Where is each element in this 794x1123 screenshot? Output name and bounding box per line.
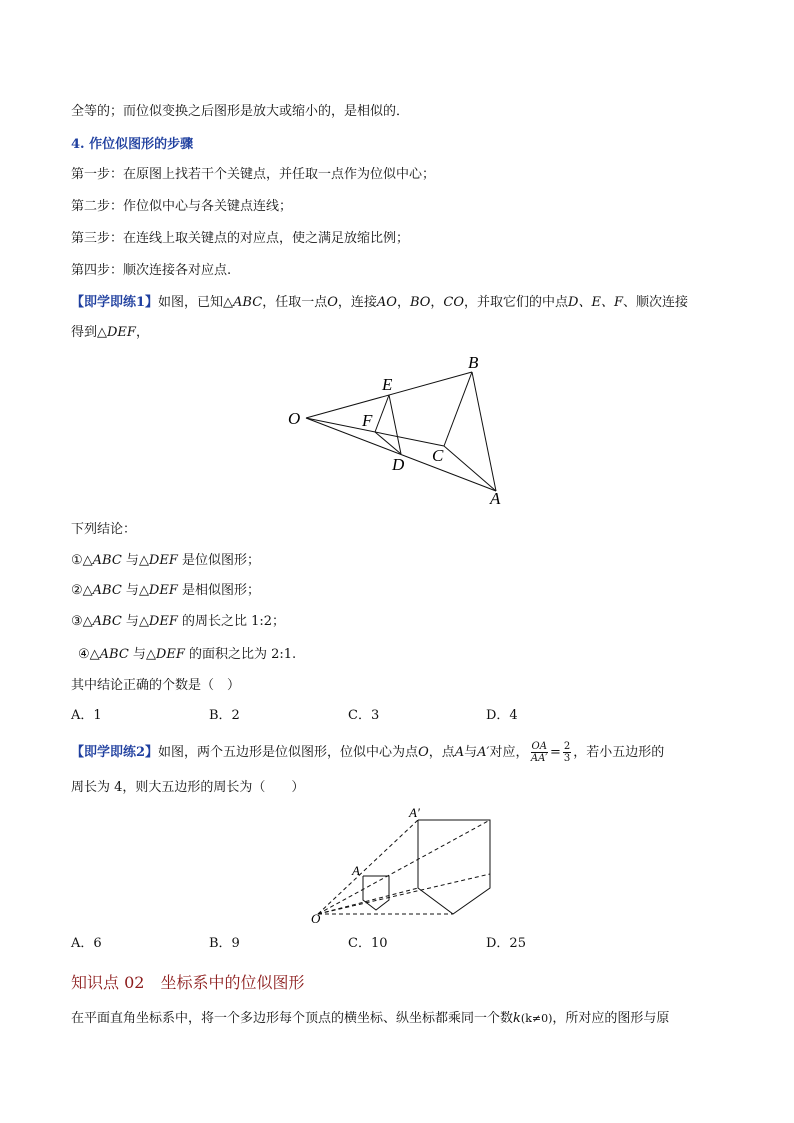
conclusion-mark: ③ — [71, 614, 83, 629]
triangle-def: △DEF — [138, 583, 178, 598]
label-c: C — [432, 446, 444, 465]
exercise2-option-d[interactable]: D．25 — [486, 936, 526, 951]
conclusion-mark: ① — [71, 553, 83, 568]
knowledge-text-a: 在平面直角坐标系中，将一个多边形每个顶点的横坐标、纵坐标都乘同一个数 — [71, 1011, 514, 1026]
conclusion-mark: ④ — [78, 647, 90, 662]
label-f: F — [362, 411, 373, 430]
exercise1-option-c[interactable]: C．3 — [348, 708, 380, 723]
fraction-numerator: OA — [531, 741, 547, 752]
triangle-abc: △ABC — [82, 614, 122, 629]
exercise1-text: ，并取它们的中点 — [464, 295, 569, 310]
exercise1-def-points: D、E、F — [568, 295, 623, 310]
triangle-def: △DEF — [138, 553, 178, 568]
exercise1-text: ，连接 — [337, 295, 377, 310]
fraction-denominator: 3 — [563, 753, 571, 764]
label-a: A — [352, 863, 360, 878]
conclusion-text: 与 — [121, 583, 139, 598]
conclusion-3 — [71, 613, 285, 631]
conclusion-text: 的面积之比为 2:1. — [184, 647, 297, 662]
exercise1-tag: 【即学即练1】 — [71, 295, 159, 310]
section-title: 4. 作位似图形的步骤 — [71, 137, 194, 152]
triangle-def: △DEF — [138, 614, 178, 629]
label-a: A — [490, 489, 501, 508]
fraction-denominator: AA′ — [530, 753, 548, 764]
exercise2-text: 如图，两个五边形是位似图形，位似中心为点 — [158, 745, 419, 760]
conclusion-text: 是相似图形； — [177, 583, 261, 598]
exercise1-text: 如图，已知△ — [158, 295, 234, 310]
triangle-def: △DEF — [145, 647, 185, 662]
ratio-fraction — [531, 741, 548, 764]
step-3: 第三步：在连线上取关键点的对应点，使之满足放缩比例； — [71, 231, 410, 246]
exercise2-prompt — [71, 741, 664, 764]
exercise2-option-c[interactable]: C．10 — [348, 936, 388, 951]
exercise2-a-prime: A′ — [477, 745, 490, 760]
exercise2-option-b[interactable]: B．9 — [209, 936, 240, 951]
step-2: 第二步：作位似中心与各关键点连线； — [71, 199, 293, 214]
k-symbol: k — [513, 1011, 521, 1026]
fraction-numerator: 2 — [563, 741, 571, 752]
exercise1-abc: ABC — [233, 295, 263, 310]
exercise2-option-a[interactable]: A．6 — [71, 936, 102, 951]
exercise1-co: CO — [443, 295, 465, 310]
conclusion-4 — [78, 646, 296, 664]
exercise1-question: 其中结论正确的个数是（ ） — [71, 678, 241, 693]
label-b: B — [468, 353, 479, 372]
pentagon-figure — [305, 800, 505, 930]
exercise1-text: 得到△ — [71, 325, 107, 340]
exercise2-text: ，若小五边形的 — [573, 745, 665, 760]
exercise1-def: DEF — [107, 325, 136, 340]
label-d: D — [392, 455, 405, 474]
knowledge-heading — [71, 970, 304, 993]
exercise1-text: 、顺次连接 — [622, 295, 688, 310]
conclusion-2 — [71, 582, 260, 600]
k-condition: (k≠0) — [520, 1012, 553, 1025]
intro-text: 全等的；而位似变换之后图形是放大或缩小的，是相似的． — [71, 104, 410, 119]
triangle-abc: △ABC — [82, 553, 122, 568]
step-4: 第四步：顺次连接各对应点. — [71, 263, 232, 278]
knowledge-label: 知识点 02 — [71, 973, 145, 992]
exercise1-bo: BO — [409, 295, 431, 310]
label-o: O — [288, 409, 301, 428]
triangle-abc: △ABC — [82, 583, 122, 598]
exercise1-option-a[interactable]: A．1 — [71, 708, 102, 723]
knowledge-title: 坐标系中的位似图形 — [160, 973, 305, 992]
conclusion-text: 与 — [121, 553, 139, 568]
exercise1-text: ， — [396, 295, 410, 310]
exercise2-text: ，点 — [428, 745, 455, 760]
conclusions-intro: 下列结论： — [71, 522, 137, 537]
exercise1-prompt — [71, 294, 688, 312]
label-o: O — [311, 911, 321, 926]
value-fraction — [563, 741, 571, 764]
exercise1-text: ，任取一点 — [262, 295, 328, 310]
conclusion-1 — [71, 552, 260, 570]
conclusion-text: 与 — [121, 614, 139, 629]
exercise1-text: ， — [430, 295, 444, 310]
exercise1-option-b[interactable]: B．2 — [209, 708, 240, 723]
step-1: 第一步：在原图上找若干个关键点，并任取一点作为位似中心； — [71, 167, 436, 182]
conclusion-mark: ② — [71, 583, 83, 598]
equals-sign: = — [549, 745, 561, 760]
exercise2-a: A — [454, 745, 465, 760]
exercise2-o: O — [418, 745, 429, 760]
conclusion-text: 与 — [128, 647, 146, 662]
knowledge-text-b: ，所对应的图形与原 — [552, 1011, 670, 1026]
exercise1-o: O — [327, 295, 338, 310]
exercise2-prompt-line2: 周长为 4，则大五边形的周长为（ ） — [71, 780, 305, 795]
triangle-figure — [280, 348, 520, 508]
exercise1-option-d[interactable]: D．4 — [486, 708, 518, 723]
knowledge-text — [71, 1010, 669, 1028]
exercise2-text: 对应， — [489, 745, 529, 760]
exercise1-ao: AO — [376, 295, 397, 310]
conclusion-text: 的周长之比 1:2； — [177, 614, 286, 629]
triangle-abc: △ABC — [89, 647, 129, 662]
label-e: E — [382, 375, 393, 394]
exercise1-prompt-line2 — [71, 324, 149, 342]
exercise2-tag: 【即学即练2】 — [71, 745, 159, 760]
exercise1-text: ， — [135, 325, 149, 340]
exercise2-text: 与 — [464, 745, 478, 760]
label-a-prime: A′ — [409, 805, 420, 820]
conclusion-text: 是位似图形； — [177, 553, 261, 568]
